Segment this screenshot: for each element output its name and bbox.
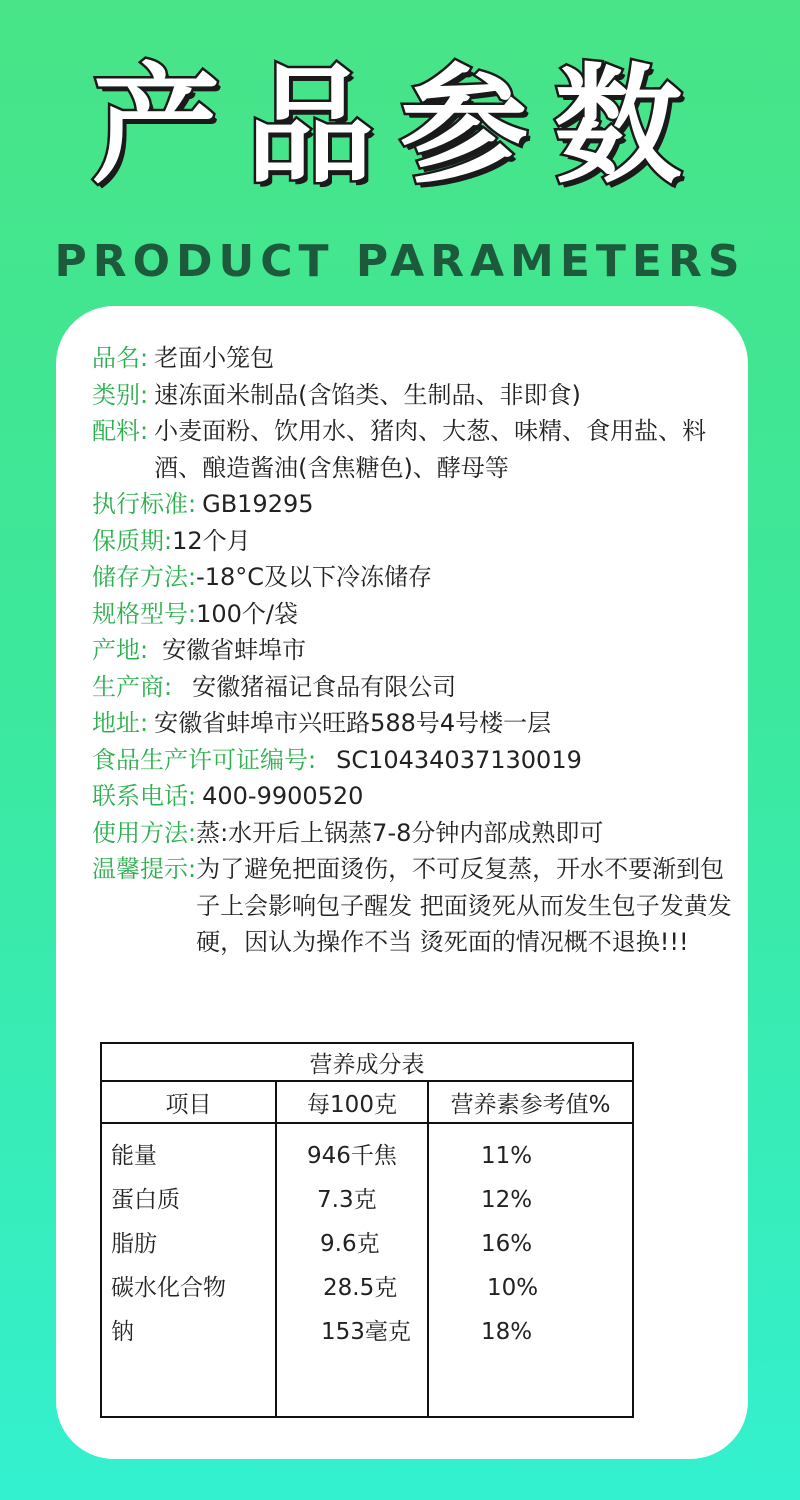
param-value: 蒸:水开后上锅蒸7-8分钟内部成熟即可 <box>196 818 604 847</box>
table-cell: 28.5克 <box>323 1275 398 1301</box>
param-value: -18°C及以下冷冻储存 <box>196 563 433 591</box>
param-label: 配料: <box>92 417 149 445</box>
page-subtitle: PRODUCT PARAMETERS <box>54 236 746 287</box>
nutrition-table-title: 营养成分表 <box>101 1043 633 1081</box>
param-row-category <box>92 377 732 414</box>
param-label: 产地: <box>92 636 149 664</box>
item-column <box>101 1123 276 1417</box>
nrv-column <box>428 1123 633 1417</box>
param-row-standard <box>92 486 732 523</box>
column-header-per100g: 每100克 <box>276 1081 428 1123</box>
param-row-shelf-life <box>92 523 732 560</box>
table-cell: 碳水化合物 <box>111 1275 226 1301</box>
param-value: 老面小笼包 <box>154 344 275 372</box>
column-header-nrv: 营养素参考值% <box>428 1081 633 1123</box>
param-row-name <box>92 340 732 377</box>
param-value: 小麦面粉、饮用水、猪肉、大葱、味精、食用盐、料酒、酿造酱油(含焦糖色)、酵母等 <box>154 417 707 482</box>
table-cell: 11% <box>481 1143 533 1169</box>
param-row-spec <box>92 596 732 633</box>
param-value: 速冻面米制品(含馅类、生制品、非即食) <box>154 380 581 409</box>
param-label: 地址: <box>92 709 149 737</box>
param-label: 联系电话: <box>92 782 197 810</box>
param-label: 食品生产许可证编号: <box>92 745 317 774</box>
param-value: 安徽省蚌埠市兴旺路588号4号楼一层 <box>154 709 552 737</box>
param-label: 品名: <box>92 344 149 372</box>
param-row-usage <box>92 815 732 852</box>
column-header-item: 项目 <box>101 1081 276 1123</box>
param-row-origin <box>92 632 732 669</box>
table-cell: 7.3克 <box>317 1187 377 1213</box>
nutrition-table-header <box>101 1081 633 1123</box>
table-cell: 9.6克 <box>320 1231 380 1257</box>
table-cell: 10% <box>487 1275 539 1301</box>
param-value: 400-9900520 <box>202 782 364 810</box>
table-cell: 153毫克 <box>321 1319 411 1345</box>
param-row-phone <box>92 778 732 815</box>
param-row-manufacturer <box>92 669 732 706</box>
table-cell: 钠 <box>111 1319 134 1345</box>
param-label: 温馨提示: <box>92 855 197 883</box>
param-value: 12个月 <box>172 526 251 555</box>
param-label: 储存方法: <box>92 563 197 591</box>
per100g-column <box>276 1123 428 1417</box>
table-cell: 脂肪 <box>111 1231 157 1257</box>
param-value: 为了避免把面烫伤，不可反复蒸，开水不要渐到包子上会影响包子醒发 把面烫死从而发生包子发黄发硬，因认为操作不当 烫死面的情况概不退换!!! <box>196 855 732 956</box>
param-value: GB19295 <box>202 490 314 518</box>
param-row-notice <box>92 851 732 961</box>
parameter-list <box>92 340 732 961</box>
param-label: 使用方法: <box>92 818 197 847</box>
param-row-storage <box>92 559 732 596</box>
page-title: 产品参数 <box>91 52 708 201</box>
nutrition-table <box>100 1042 634 1418</box>
param-label: 保质期: <box>92 526 173 555</box>
param-value: 100个/袋 <box>196 599 298 628</box>
param-label: 规格型号: <box>92 599 197 628</box>
param-value: SC10434037130019 <box>336 745 582 774</box>
param-label: 类别: <box>92 380 149 409</box>
table-cell: 946千焦 <box>307 1143 397 1169</box>
param-label: 执行标准: <box>92 490 197 518</box>
parameter-card <box>56 306 748 1459</box>
param-value: 安徽省蚌埠市 <box>162 636 307 664</box>
table-cell: 16% <box>481 1231 533 1257</box>
table-cell: 12% <box>481 1187 533 1213</box>
table-cell: 18% <box>481 1319 533 1345</box>
param-row-address <box>92 705 732 742</box>
table-cell: 蛋白质 <box>111 1187 180 1213</box>
param-row-ingredients <box>92 413 732 486</box>
table-cell: 能量 <box>111 1143 157 1169</box>
param-value: 安徽猪福记食品有限公司 <box>192 672 457 701</box>
nutrition-table-body <box>101 1123 633 1417</box>
param-row-license <box>92 742 732 779</box>
param-label: 生产商: <box>92 672 173 701</box>
